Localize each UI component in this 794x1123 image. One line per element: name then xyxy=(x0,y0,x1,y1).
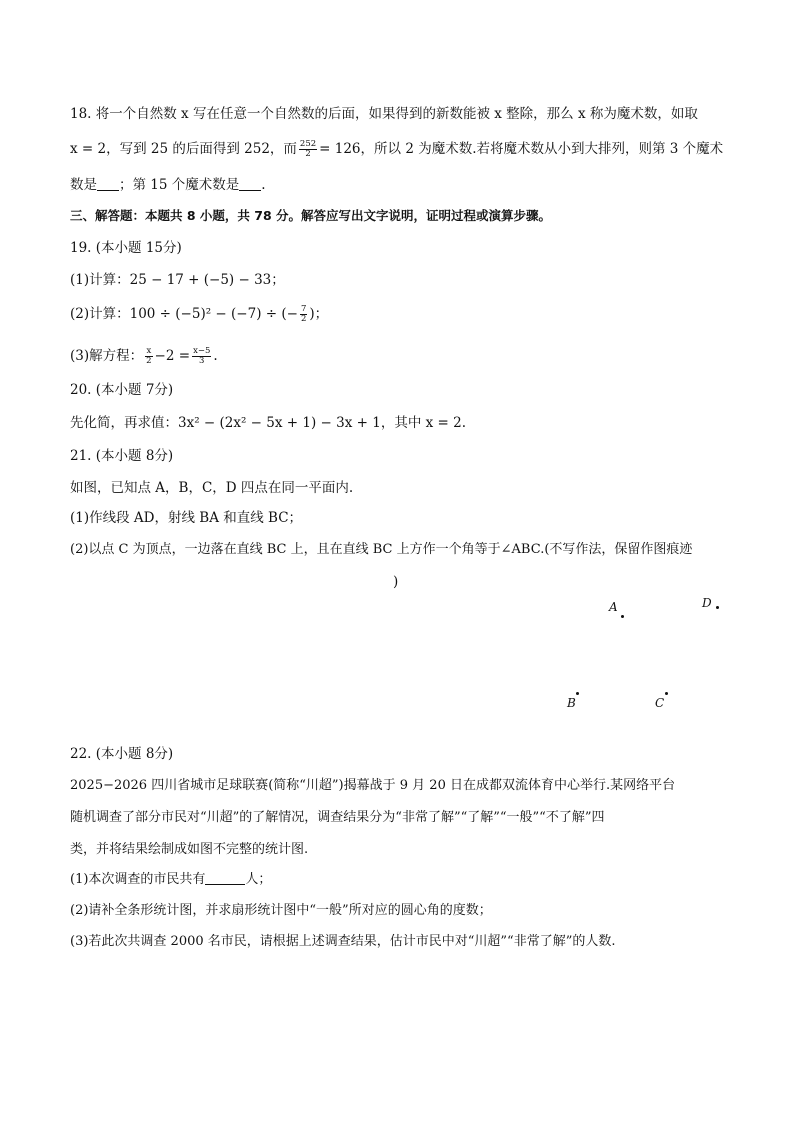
q20-title: 20. (本小题 7分) xyxy=(70,382,174,398)
q22-part1 xyxy=(70,870,271,890)
q18-frac-den: 2 xyxy=(305,149,311,159)
point-b-dot xyxy=(576,692,579,695)
q22-line3: 类，并将结果绘制成如图不完整的统计图. xyxy=(70,842,309,857)
q19-part2-fraction xyxy=(300,305,307,324)
q22-part2: (2)请补全条形统计图，并求扇形统计图中“一般”所对应的圆心角的度数； xyxy=(70,903,492,918)
q22-part1-a: (1)本次调查的市民共有 xyxy=(70,872,206,887)
point-b-label: B xyxy=(567,696,576,710)
q22-part3: (3)若此次共调查 2000 名市民，请根据上述调查结果，估计市民中对“川超”“非常了解”的人数. xyxy=(70,934,616,949)
point-d-label: D xyxy=(702,596,712,610)
q19-part3-frac2 xyxy=(192,347,211,366)
q21-part2: (2)以点 C 为顶点，一边落在直线 BC 上，且在直线 BC 上方作一个角等于∠ABC.(不写作法，保留作图痕迹 xyxy=(70,542,693,557)
q18-line2 xyxy=(70,139,723,159)
q22-line1: 2025−2026 四川省城市足球联赛(简称“川超”)揭幕战于 9 月 20 日在成都双流体育中心举行.某网络平台 xyxy=(70,778,676,793)
q19-part2 xyxy=(70,304,328,324)
q18-frac-num: 252 xyxy=(299,139,317,149)
q19-p3-num2: x−5 xyxy=(193,346,211,356)
q22-blank[interactable] xyxy=(205,870,245,885)
q21-title: 21. (本小题 8分) xyxy=(70,448,174,464)
q19-part1: (1)计算：25 − 17 + (−5) − 33； xyxy=(70,272,285,288)
q19-part2-b: )； xyxy=(309,306,329,322)
q18-blank-1[interactable] xyxy=(97,176,119,191)
q19-part2-a: (2)计算：100 ÷ (−5)² − (−7) ÷ (− xyxy=(70,306,298,322)
q21-intro: 如图，已知点 A，B，C，D 四点在同一平面内. xyxy=(70,480,354,496)
q22-part1-b: 人； xyxy=(245,872,272,887)
q18-line2-a: x = 2，写到 25 的后面得到 252，而 xyxy=(70,141,297,157)
point-c-label: C xyxy=(655,696,665,710)
q19-p2-den: 2 xyxy=(300,314,307,324)
q21-part2-close: ) xyxy=(393,574,399,590)
q18-line3-a: 数是 xyxy=(70,177,97,193)
q19-p3-den2: 3 xyxy=(199,356,205,366)
q19-p3-den1: 2 xyxy=(146,356,152,366)
q19-p3-num1: x xyxy=(146,346,152,356)
section-3-heading: 三、解答题：本题共 8 小题，共 78 分。解答应写出文字说明，证明过程或演算步骤。 xyxy=(70,208,552,223)
q20-text: 先化简，再求值：3x² − (2x² − 5x + 1) − 3x + 1，其中 x = 2. xyxy=(70,415,466,431)
point-d-dot xyxy=(716,606,719,609)
q19-part3-mid: −2 = xyxy=(154,348,191,364)
q18-line2-b: = 126，所以 2 为魔术数.若将魔术数从小到大排列，则第 3 个魔术 xyxy=(319,141,724,157)
q18-line1: 18. 将一个自然数 x 写在任意一个自然数的后面，如果得到的新数能被 x 整除，那么 x 称为魔术数，如取 xyxy=(70,106,698,122)
q18-line3 xyxy=(70,175,266,195)
q19-part3 xyxy=(70,346,218,366)
q18-fraction xyxy=(299,140,317,159)
q19-part3-frac1 xyxy=(145,347,152,366)
q19-p2-num: 7 xyxy=(300,304,307,314)
q22-line2: 随机调查了部分市民对“川超”的了解情况，调查结果分为“非常了解”“了解”“一般”“不了解”四 xyxy=(70,810,605,825)
q22-title: 22. (本小题 8分) xyxy=(70,746,174,762)
q21-part1: (1)作线段 AD，射线 BA 和直线 BC； xyxy=(70,510,303,526)
point-a-dot xyxy=(621,615,624,618)
q18-line3-c: . xyxy=(261,177,266,193)
point-c-dot xyxy=(665,692,668,695)
q18-line3-b: ；第 15 个魔术数是 xyxy=(119,177,240,193)
point-a-label: A xyxy=(609,600,618,614)
q19-part3-b: . xyxy=(213,348,218,364)
q18-blank-2[interactable] xyxy=(239,176,261,191)
q19-title: 19. (本小题 15分) xyxy=(70,240,182,256)
q19-part3-a: (3)解方程： xyxy=(70,348,144,364)
